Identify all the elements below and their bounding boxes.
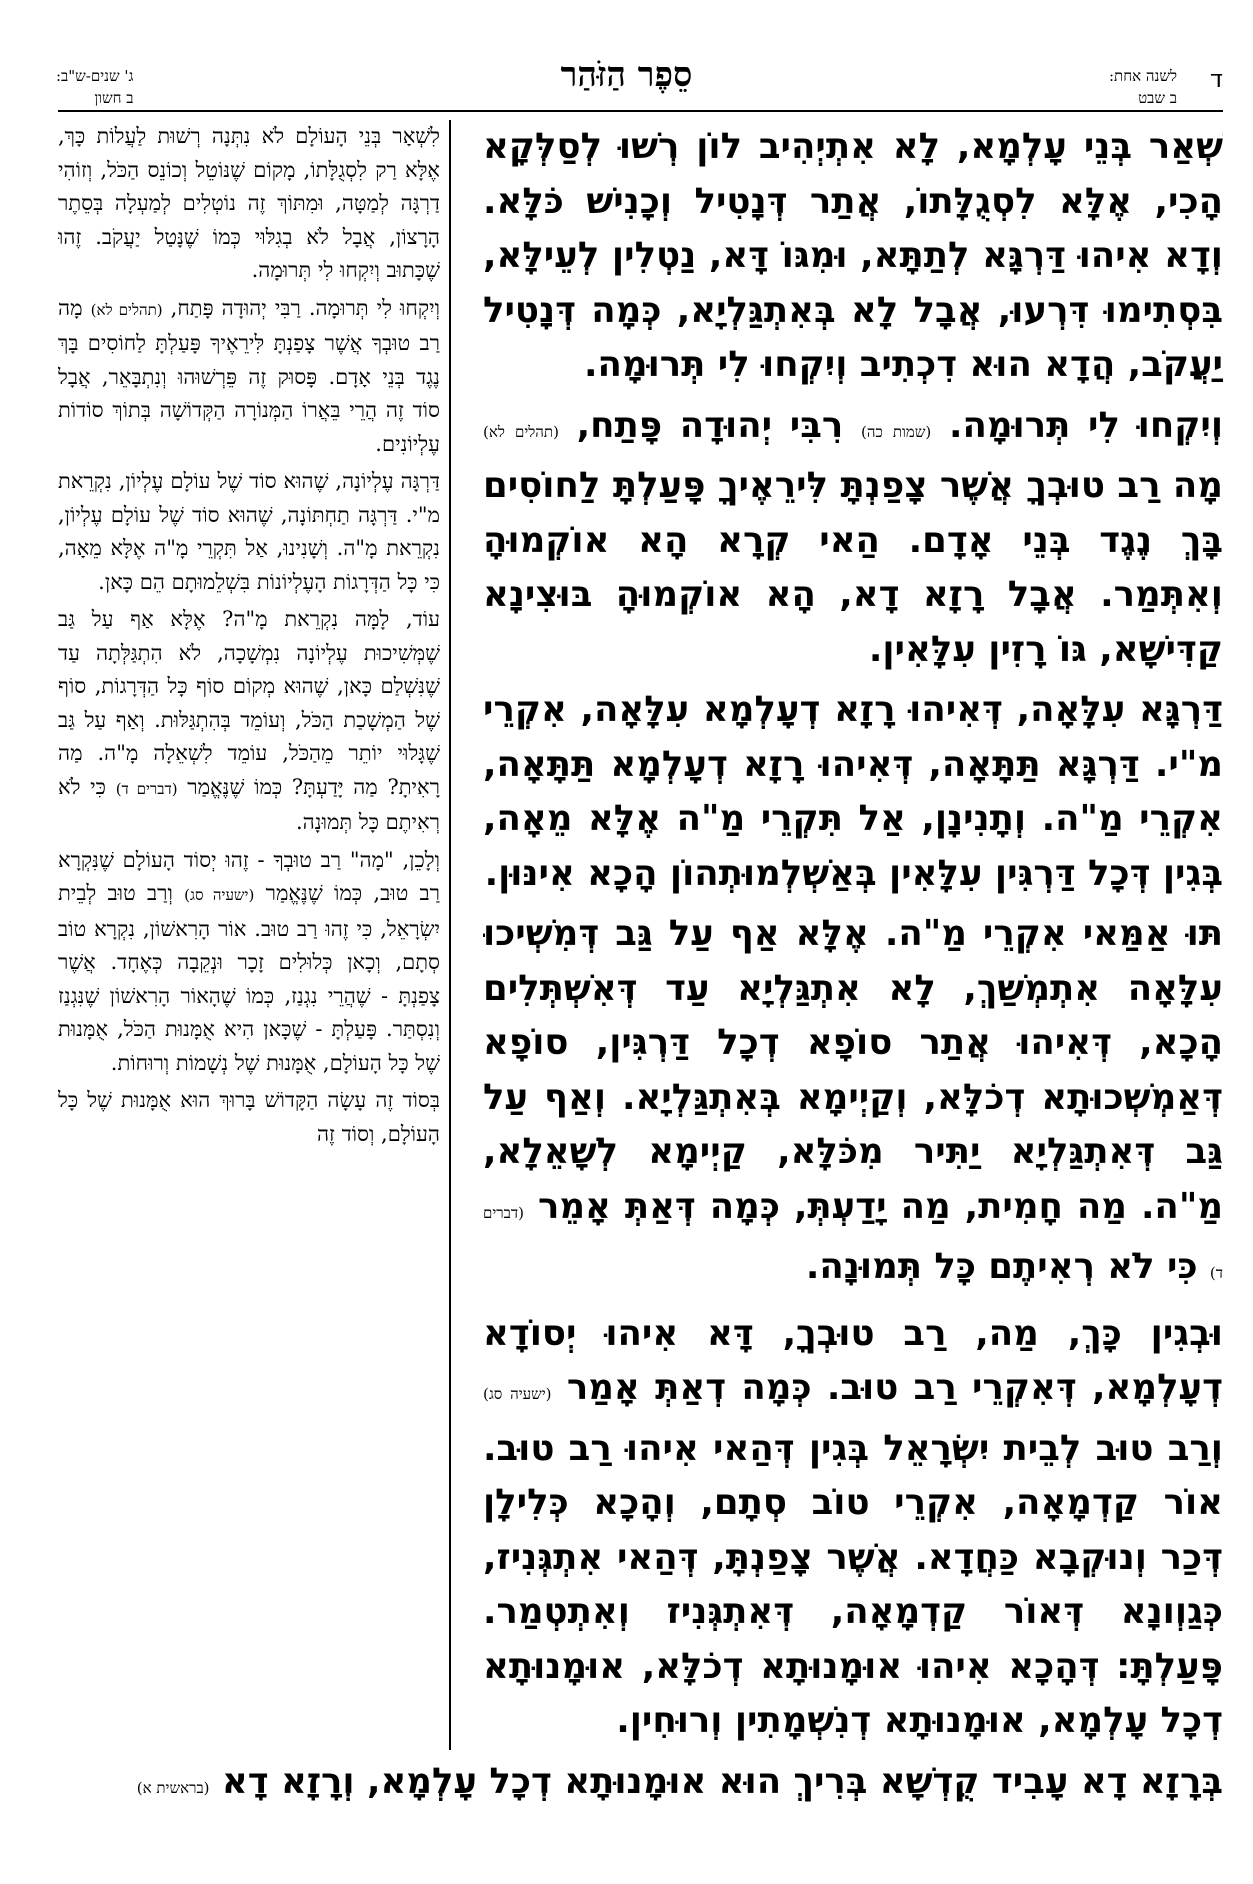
- source-citation: (תהלים לא): [483, 422, 559, 441]
- paragraph-text: מָה רַב טוּבְךָ אֲשֶׁר צָפַנְתָּ לִּירֵאֶיךָ פָּעַלְתָּ לַחוֹסִים בָּךְ נֶגֶד בְּנֵי אָדָם. הַאי קְרָא הָא אוֹקְמוּהָ וְאִתְּמַר. אֲבָל רָזָא דָא, הָא אוֹקְמוּהָ בּוּצִינָא קַדִּישָׁא, גּוֹ רָזִין עִלָּאִין.: [483, 465, 1223, 670]
- study-schedule-year: לשנה אחת:: [1109, 67, 1177, 85]
- paragraph-text: כִּי לֹא רְאִיתֶם כָּל תְּמוּנָה.: [58, 774, 440, 834]
- study-schedule-date: ב שבט: [1138, 89, 1177, 107]
- paragraph-text: עוֹד, לָמָּה נִקְרֵאת מָ"ה? אֶלָּא אַף עַל גַּב שֶׁמְּשִׁיכוּת עֶלְיוֹנָה נִמְשָׁכָה, לֹא הִתְגַּלְּתָה עַד שֶׁנִּשְׁלַם כָּאן, שֶׁהוּא מְקוֹם סוֹף כָּל הַדְּרָגוֹת, סוֹף שֶׁל הַמְשָׁכַת הַכֹּל, וְעוֹמֵד בְּהִתְגַּלּוּת. וְאַף עַל גַּב שֶׁגָּלוּי יוֹתֵר מֵהַכֹּל, עוֹמֵד לִשְׁאֵלָה מָ"ה. מַה רָאִיתָ? מַה יָּדַעְתָּ? כְּמוֹ שֶׁנֶּאֱמַר: [58, 607, 440, 799]
- translation-paragraph-1: לִשְׁאָר בְּנֵי הָעוֹלָם לֹא נִתְּנָה רְשׁוּת לַעֲלוֹת כָּךְ, אֶלָּא רַק לִסְגֻלָּתוֹ, מָקוֹם שֶׁנּוֹטֵל וְכוֹנֵס הַכֹּל, וְזוֹהִי דַרְגָּה לְמַטָּה, וּמִתּוֹךְ זֶה נוֹטְלִים לְמַעְלָה בְּסֵתֶר הָרָצוֹן, אֲבָל לֹא בְגִלּוּי כְּמוֹ שֶׁנָּטַל יַעֲקֹב. זֶהוּ שֶׁכָּתוּב וְיִקְחוּ לִי תְּרוּמָה.: [58, 124, 440, 282]
- continuation-line: [58, 1755, 1223, 1815]
- aramaic-text-column: [483, 120, 1223, 1750]
- translation-paragraph-5: [58, 844, 440, 1081]
- aramaic-paragraph-5: [483, 1307, 1223, 1749]
- aramaic-paragraph-4: [483, 907, 1223, 1301]
- source-citation: (תהלים לא): [90, 300, 163, 319]
- page-number: ד: [1209, 65, 1223, 93]
- translation-paragraph-2: [58, 292, 440, 462]
- paragraph-text: וְרַב טוּב לְבֵית יִשְׂרָאֵל, כִּי זֶהוּ רַב טוּב. אוֹר הָרִאשׁוֹן, נִקְרָא טוֹב סְתָם, וְכָאן כְּלוּלִים זָכָר וּנְקֵבָה כְּאֶחָד. אֲשֶׁר צָפַנְתָּ - שֶׁהֲרֵי נִגְנַז, כְּמוֹ שֶׁהָאוֹר הָרִאשׁוֹן שֶׁנִּגְנַז וְנִסְתַּר. פָּעַלְתָּ - שֶׁכָּאן הִיא אֻמָּנוּת הַכֹּל, אֻמָּנוּת שֶׁל כָּל הָעוֹלָם, אֻמָּנוּת שֶׁל נְשָׁמוֹת וְרוּחוֹת.: [58, 881, 440, 1075]
- source-citation: (דברים ד): [115, 779, 178, 798]
- header-left-info: [56, 65, 134, 109]
- paragraph-text: כִּי לֹא רְאִיתֶם כָּל תְּמוּנָה.: [805, 1246, 1198, 1287]
- source-citation: (ישעיה סג): [483, 1385, 552, 1403]
- source-citation: (דברים ד): [483, 1203, 1223, 1282]
- source-citation: (ישעיה סג): [184, 886, 255, 904]
- book-title: סֵפֶר הַזֹּהַר: [560, 55, 693, 95]
- paragraph-text: וְיִקְחוּ לִי תְּרוּמָה. רַבִּי יְהוּדָה פָּתַח,: [170, 295, 440, 320]
- aramaic-paragraph-3: דַּרְגָּא עִלָּאָה, דְּאִיהוּ רָזָא דְעָלְמָא עִלָּאָה, אִקְרֵי מ"י. דַּרְגָּא תַּתָּאָה, דְּאִיהוּ רָזָא דְעָלְמָא תַּתָּאָה, אִקְרֵי מַ"ה. וְתָנִינָן, אַל תִּקְרֵי מַ"ה אֶלָּא מֵאָה, בְּגִין דְּכָל דַּרְגִּין עִלָּאִין בְּאַשְׁלְמוּתְהוֹן הָכָא אִינּוּן.: [483, 689, 1223, 894]
- source-citation: (בראשית א): [136, 1779, 210, 1797]
- translation-paragraph-4: [58, 603, 440, 840]
- paragraph-text: רִבִּי יְהוּדָה פָּתַח,: [576, 404, 844, 446]
- paragraph-lead: וְיִקְחוּ לִי תְּרוּמָה.: [948, 404, 1223, 446]
- paragraph-text: מָה רַב טוּבְךָ אֲשֶׁר צָפַנְתָּ לִּירֵאֶיךָ פָּעַלְתָּ לַחוֹסִים בָּךְ נֶגֶד בְּנֵי אָדָם. פָּסוּק זֶה פֵּרְשׁוּהוּ וְנִתְבָּאֵר, אֲבָל סוֹד זֶה הֲרֵי בֵּאֲרוֹ הַמְּנוֹרָה הַקְּדוֹשָׁה בְּתוֹךְ סוֹדוֹת עֶלְיוֹנִים.: [58, 295, 440, 456]
- study-cycle: ג' שנים-ש"ב:: [56, 67, 134, 85]
- source-citation: (שמות כה): [860, 422, 932, 441]
- hebrew-translation-column: [58, 120, 440, 1750]
- paragraph-text: וּבְגִין כָּךְ, מַה, רַב טוּבְךָ, דָּא אִיהוּ יְסוֹדָא דְעָלְמָא, דְּאִקְרֵי רַב טוּב. כְּמָה דְאַתְּ אָמַר: [483, 1312, 1223, 1408]
- page-header: [30, 55, 1223, 115]
- paragraph-text: וְרַב טוּב לְבֵית יִשְׂרָאֵל בְּגִין דְּהַאי אִיהוּ רַב טוּב. אוֹר קַדְמָאָה, אִקְרֵי טוֹב סְתָם, וְהָכָא כְּלִילָן דְּכַר וְנוּקְבָא כַּחֲדָא. אֲשֶׁר צָפַנְתָּ, דְּהַאי אִתְגְּנִיז, כְּגַוְונָא דְּאוֹר קַדְמָאָה, דְּאִתְגְּנִיז וְאִתְטְמַר. פָּעַלְתָּ: דְּהָכָא אִיהוּ אוּמָנוּתָא דְכֹלָּא, אוּמָנוּתָא דְכָל עָלְמָא, אוּמָנוּתָא דְנִשְׁמָתִין וְרוּחִין.: [483, 1427, 1223, 1741]
- paragraph-text: תּוּ אַמַּאי אִקְרֵי מַ"ה. אֶלָּא אַף עַל גַּב דְּמִשְׁיכוּ עִלָּאָה אִתְמְשַׁךְ, לָא אִתְגַּלְיָא עַד דְּאִשְׁתְּלִים הָכָא, דְּאִיהוּ אֲתַר סוֹפָא דְכָל דַּרְגִּין, סוֹפָא דְּאַמְשְׁכוּתָא דְכֹלָּא, וְקַיְימָא בְּאִתְגַּלְיָא. וְאַף עַל גַּב דְּאִתְגַּלְיָא יַתִּיר מִכֹּלָּא, קַיְימָא לְשָׁאֵלָא, מַ"ה. מַה חָמִית, מַה יָדַעְתְּ, כְּמָה דְּאַתְּ אָמֵר: [483, 913, 1223, 1227]
- translation-paragraph-3: דַּרְגָּה עֶלְיוֹנָה, שֶׁהוּא סוֹד שֶׁל עוֹלָם עֶלְיוֹן, נִקְרֵאת מ"י. דַּרְגָּה תַחְתּוֹנָה, שֶׁהוּא סוֹד שֶׁל עוֹלָם עֶלְיוֹן, נִקְרֵאת מָ"ה. וְשָׁנִינוּ, אַל תִּקְרֵי מָ"ה אֶלָּא מֵאָה, כִּי כָּל הַדְּרָגוֹת הָעֶלְיוֹנוֹת בִּשְׁלֵמוּתָם הֵם כָּאן.: [58, 469, 440, 594]
- translation-paragraph-6: בְּסוֹד זֶה עָשָׂה הַקָּדוֹשׁ בָּרוּךְ הוּא אֻמָּנוּת שֶׁל כָּל הָעוֹלָם, וְסוֹד זֶה: [58, 1088, 440, 1146]
- aramaic-paragraph-1: שְׁאַר בְּנֵי עָלְמָא, לָא אִתְיְהִיב לוֹן רְשׁוּ לְסַלְּקָא הָכִי, אֶלָּא לִסְגֻלָּתוֹ, אֲתַר דְּנָטִיל וְכָנִישׁ כֹּלָּא. וְדָא אִיהוּ דַּרְגָּא לְתַתָּא, וּמִגּוֹ דָּא, נַטְלִין לְעֵילָּא, בִּסְתִימוּ דִּרְעוּ, אֲבָל לָא בְּאִתְגַּלְיָא, כְּמָה דְּנָטִיל יַעֲקֹב, הֲדָא הוּא דִכְתִיב וְיִקְחוּ לִי תְּרוּמָה.: [483, 126, 1223, 385]
- study-cycle-date: ב חשון: [94, 89, 134, 107]
- paragraph-text: וְלָכֵן, "מָה" רַב טוּבְךָ - זֶהוּ יְסוֹד הָעוֹלָם שֶׁנִּקְרָא רַב טוּב, כְּמוֹ שֶׁנֶּאֱמַר: [58, 847, 440, 905]
- header-rule: [58, 110, 1223, 112]
- continuation-text: בְּרָזָא דָא עָבִיד קֻדְשָׁא בְּרִיךְ הוּא אוּמָנוּתָא דְכָל עָלְמָא, וְרָזָא דָא: [221, 1761, 1223, 1802]
- aramaic-paragraph-2: [483, 399, 1223, 678]
- column-divider: [449, 120, 451, 1750]
